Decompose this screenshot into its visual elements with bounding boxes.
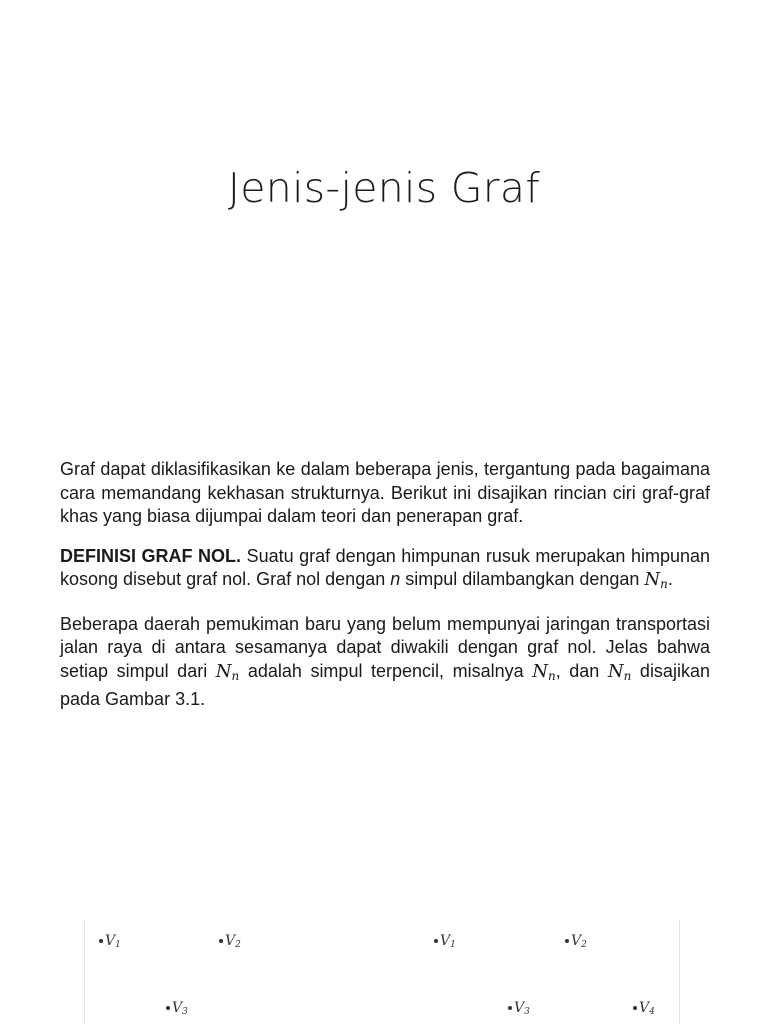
vertex-dot — [166, 1006, 170, 1010]
math-symbol-nn: $N_n$ — [644, 569, 668, 591]
vertex-dot — [633, 1006, 637, 1010]
definition-paragraph — [60, 545, 710, 597]
example-text-2: adalah simpul terpencil, misalnya — [239, 660, 533, 681]
vertex-v1-right: $V_1$ — [434, 933, 456, 950]
vertex-v2-left: $V_2$ — [219, 933, 241, 950]
math-symbol-nn: $N_n$ — [215, 660, 240, 683]
vertex-dot — [508, 1006, 512, 1010]
vertex-v3-left: $V_3$ — [166, 1000, 188, 1017]
vertex-dot — [565, 939, 569, 943]
vertex-v4-right: $V_4$ — [633, 1000, 655, 1017]
example-paragraph — [60, 613, 710, 712]
definition-label: DEFINISI GRAF NOL. — [60, 545, 242, 566]
definition-italic-n: n — [390, 569, 401, 589]
intro-paragraph — [60, 458, 710, 529]
vertex-dot — [434, 939, 438, 943]
body-text — [60, 458, 710, 728]
vertex-v3-right: $V_3$ — [508, 1000, 530, 1017]
vertex-v2-right: $V_2$ — [565, 933, 587, 950]
null-graph-figure — [84, 920, 680, 1024]
vertex-dot — [99, 939, 103, 943]
slide-title: Jenis-jenis Graf — [227, 164, 541, 212]
math-symbol-nn: $N_n$ — [532, 660, 556, 683]
example-text-3: , dan — [555, 660, 608, 681]
vertex-dot — [219, 939, 223, 943]
definition-text-1: Suatu graf dengan himpunan rusuk merupakan himpunan kosong disebut graf nol. Graf nol dengan — [60, 545, 711, 589]
math-symbol-nn: $N_n$ — [607, 660, 632, 683]
example-text-1: Beberapa daerah pemukiman baru yang belum mempunyai jaringan transportasi jalan raya di antara sesamanya dapat diwakili dengan graf nol. Jelas bahwa setiap simpul dari — [60, 613, 710, 681]
intro-text: Graf dapat diklasifikasikan ke dalam beberapa jenis, tergantung pada bagaimana cara memandang kekhasan strukturnya. Berikut ini disajikan rincian ciri graf-graf khas yang biasa dijumpai dalam teori dan penerapan graf. — [60, 459, 710, 526]
definition-text-3: . — [667, 569, 673, 589]
vertex-v1-left: $V_1$ — [99, 933, 121, 950]
definition-text-2: simpul dilambangkan dengan — [400, 569, 645, 589]
example-text-4: disajikan pada Gambar 3.1. — [60, 660, 710, 709]
